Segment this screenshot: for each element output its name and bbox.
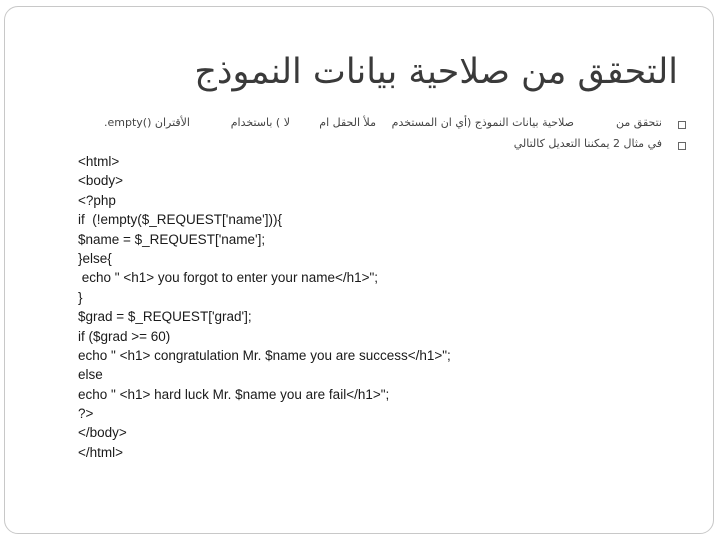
square-bullet-icon	[678, 121, 686, 129]
bullet-text-segment: لا ) باستخدام	[230, 116, 290, 129]
code-block	[78, 152, 678, 462]
code-line: $grad = $_REQUEST['grad'];	[78, 309, 252, 325]
code-line: else	[78, 367, 103, 383]
bullet-text-segment: صلاحية بيانات النموذج (أي ان المستخدم	[391, 116, 574, 129]
code-line: ?>	[78, 406, 94, 422]
code-line: }	[78, 289, 83, 305]
bullet-text-segment: نتحقق من	[616, 116, 662, 129]
code-line: <html>	[78, 154, 120, 169]
slide-title: التحقق من صلاحية بيانات النموذج	[194, 52, 678, 92]
code-line: $name = $_REQUEST['name'];	[78, 231, 266, 247]
square-bullet-icon	[678, 142, 686, 150]
code-line: echo " <h1> congratulation Mr. $name you are success</h1>";	[78, 347, 451, 363]
code-line: <body>	[78, 173, 124, 189]
code-line: </html>	[78, 444, 124, 460]
code-line: echo " <h1> hard luck Mr. $name you are fail</h1>";	[78, 386, 390, 402]
bullet-text-segment: ملأ الحقل ام	[319, 116, 376, 129]
bullet-text-segment: في مثال 2 يمكننا التعديل كالتالي	[513, 137, 662, 150]
bullet-text-segment: الأقتران ()empty.	[104, 116, 190, 129]
code-line: if (!empty($_REQUEST['name'])){	[78, 212, 282, 228]
code-line: if ($grad >= 60)	[78, 328, 171, 344]
bullet-item	[66, 116, 686, 136]
code-line: </body>	[78, 425, 127, 441]
code-line: echo " <h1> you forgot to enter your name</h1>";	[78, 270, 379, 286]
code-line: }else{	[78, 250, 112, 266]
code-line: <?php	[78, 192, 116, 208]
